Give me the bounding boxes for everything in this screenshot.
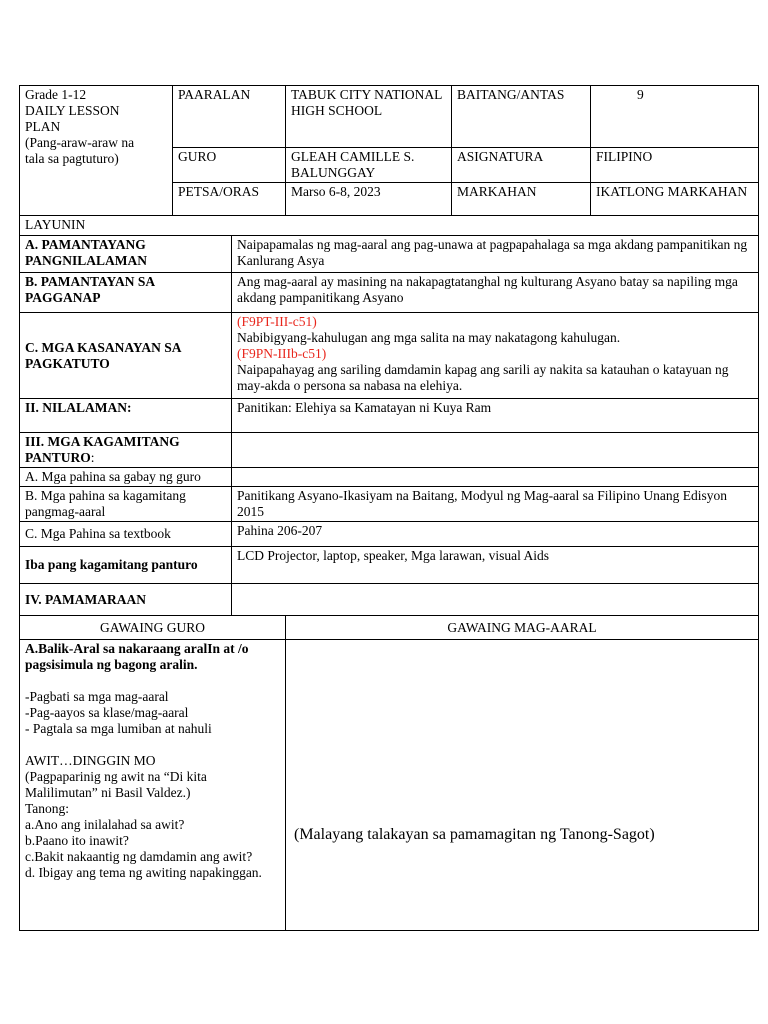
tanong-label: Tanong: (25, 801, 70, 816)
tanong-item: a.Ano ang inilalahad sa awit? (25, 817, 185, 832)
baitang-value (591, 86, 759, 148)
gabay-guro-value (232, 468, 759, 487)
title-line: (Pang-araw-araw na (25, 135, 135, 150)
pamantayang-pangnilalaman-value: Naipapamalas ng mag-aaral ang pag-unawa at pagpapahalaga sa mga akdang pampanitikan ng Kanlurang Asya (232, 236, 759, 273)
textbook-label: C. Mga Pahina sa textbook (20, 522, 232, 547)
kasanayan-sa-pagkatuto-value (232, 313, 759, 399)
guro-label: GURO (173, 148, 286, 183)
nilalaman-label: II. NILALAMAN: (20, 399, 232, 433)
textbook-value: Pahina 206-207 (232, 522, 759, 547)
baitang-number: 9 (637, 87, 644, 102)
activity-line: -Pagbati sa mga mag-aaral (25, 689, 169, 704)
competency-code: (F9PN-IIIb-c51) (237, 346, 327, 361)
title-line: Grade 1-12 (25, 87, 87, 102)
pamantayan-sa-pagganap-value: Ang mag-aaral ay masining na nakapagtatanghal ng kulturang Asyano batay sa napiling mga akdang pampanitikang Asyano (232, 273, 759, 313)
activity-line: -Pag-aayos sa klase/mag-aaral (25, 705, 189, 720)
gabay-guro-label: A. Mga pahina sa gabay ng guro (20, 468, 232, 487)
paaralan-value: TABUK CITY NATIONAL HIGH SCHOOL (286, 86, 452, 148)
malayang-talakayan-text: (Malayang talakayan sa pamamagitan ng Tanong-Sagot) (294, 826, 655, 843)
iba-pang-kagamitan-label: Iba pang kagamitang panturo (20, 547, 232, 584)
title-line: PLAN (25, 119, 61, 134)
lesson-plan-table (19, 85, 759, 931)
title-line: tala sa pagtuturo) (25, 151, 119, 166)
dlp-title-cell (20, 86, 173, 216)
asignatura-label: ASIGNATURA (452, 148, 591, 183)
tanong-item: b.Paano ito inawit? (25, 833, 129, 848)
kagamitang-panturo-value (232, 433, 759, 468)
competency-code: (F9PT-III-c51) (237, 314, 317, 329)
nilalaman-value: Panitikan: Elehiya sa Kamatayan ni Kuya Ram (232, 399, 759, 433)
kagamitang-pangmag-aaral-label: B. Mga pahina sa kagamitang pangmag-aaral (20, 487, 232, 522)
paaralan-label: PAARALAN (173, 86, 286, 148)
gawaing-mag-aaral-header: GAWAING MAG-AARAL (286, 616, 759, 640)
tanong-item: c.Bakit nakaantig ng damdamin ang awit? (25, 849, 253, 864)
awit-title: AWIT…DINGGIN MO (25, 753, 156, 768)
lesson-plan-document (19, 85, 758, 931)
balik-aral-heading: A.Balik-Aral sa nakaraang aralIn at /o pagsisimula ng bagong aralin. (25, 641, 249, 672)
pamantayang-pangnilalaman-label: A. PAMANTAYANG PANGNILALAMAN (20, 236, 232, 273)
tanong-item: d. Ibigay ang tema ng awiting napakinggan. (25, 865, 262, 880)
petsa-value: Marso 6-8, 2023 (286, 183, 452, 216)
kagamitang-pangmag-aaral-value: Panitikang Asyano-Ikasiyam na Baitang, Modyul ng Mag-aaral sa Filipino Unang Edisyon 2015 (232, 487, 759, 522)
title-line: DAILY LESSON (25, 103, 120, 118)
label-colon: : (90, 450, 95, 465)
awit-description: (Pagpaparinig ng awit na “Di kita Malilimutan” ni Basil Valdez.) (25, 769, 207, 800)
petsa-label: PETSA/ORAS (173, 183, 286, 216)
kagamitang-panturo-heading: III. MGA KAGAMITANG PANTURO (25, 434, 180, 465)
gawaing-mag-aaral-content (286, 640, 759, 931)
kasanayan-sa-pagkatuto-label: C. MGA KASANAYAN SA PAGKATUTO (20, 313, 232, 399)
kagamitang-panturo-label (20, 433, 232, 468)
baitang-label: BAITANG/ANTAS (452, 86, 591, 148)
pamamaraan-value (232, 584, 759, 616)
pamantayan-sa-pagganap-label: B. PAMANTAYAN SA PAGGANAP (20, 273, 232, 313)
gawaing-guro-content (20, 640, 286, 931)
competency-text: Naipapahayag ang sariling damdamin kapag ang sarili ay nakita sa katauhan o katayuan ng may-akda o persona sa nabasa na elehiya. (237, 362, 729, 393)
markahan-value: IKATLONG MARKAHAN (591, 183, 759, 216)
iba-pang-kagamitan-value: LCD Projector, laptop, speaker, Mga larawan, visual Aids (232, 547, 759, 584)
markahan-label: MARKAHAN (452, 183, 591, 216)
guro-value: GLEAH CAMILLE S. BALUNGGAY (286, 148, 452, 183)
gawaing-guro-header: GAWAING GURO (20, 616, 286, 640)
pamamaraan-label: IV. PAMAMARAAN (20, 584, 232, 616)
competency-text: Nabibigyang-kahulugan ang mga salita na may nakatagong kahulugan. (237, 330, 621, 345)
activity-line: - Pagtala sa mga lumiban at nahuli (25, 721, 212, 736)
asignatura-value: FILIPINO (591, 148, 759, 183)
layunin-label: LAYUNIN (20, 216, 759, 236)
